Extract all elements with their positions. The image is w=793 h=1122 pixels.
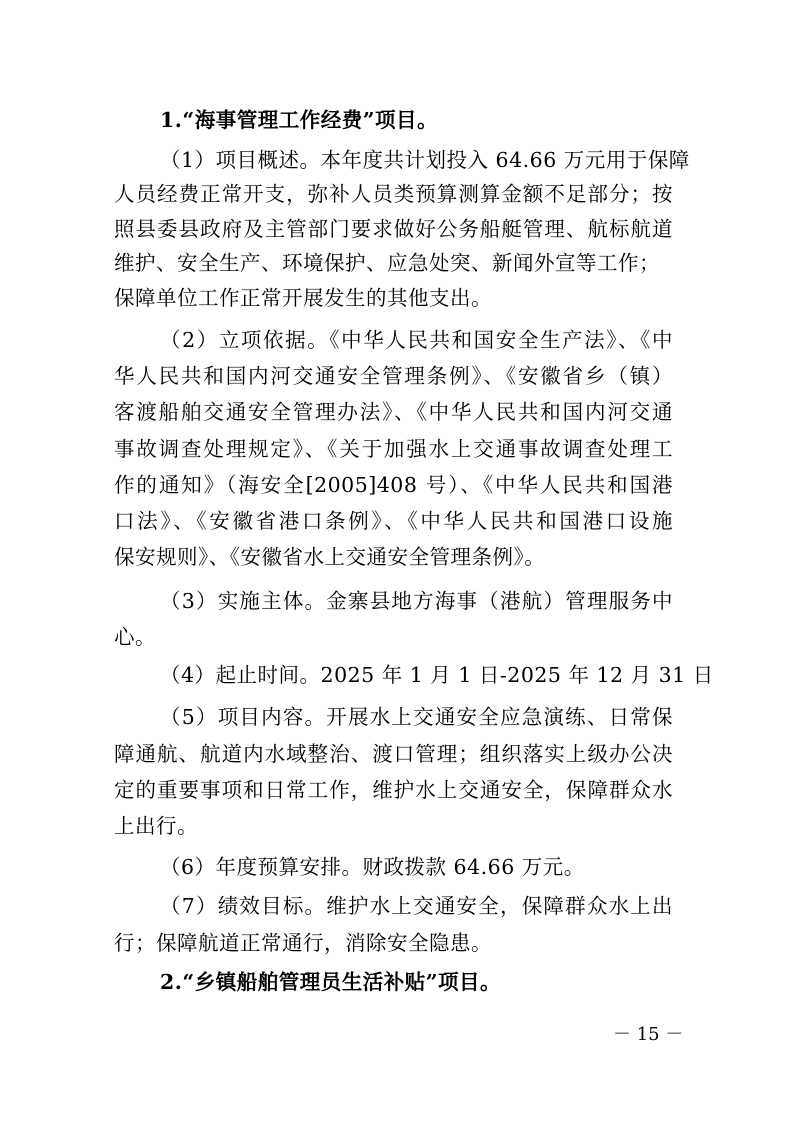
paragraph-2-line-5: 作的通知》（海安全[2005]408 号）、《中华人民共和国港 <box>114 473 673 497</box>
paragraph-6-line-1: （6）年度预算安排。财政拨款 64.66 万元。 <box>160 855 585 879</box>
paragraph-2-line-2: 华人民共和国内河交通安全管理条例》、《安徽省乡（镇） <box>114 364 673 388</box>
paragraph-5-line-1: （5）项目内容。开展水上交通安全应急演练、日常保 <box>160 705 673 729</box>
paragraph-5-line-2: 障通航、航道内水域整治、渡口管理；组织落实上级办公决 <box>114 742 673 766</box>
paragraph-5-line-4: 上出行。 <box>114 814 198 838</box>
paragraph-3-line-2: 心。 <box>114 625 156 649</box>
page-number: － 15 － <box>613 1024 684 1045</box>
paragraph-3-line-1: （3）实施主体。金寨县地方海事（港航）管理服务中 <box>160 589 673 613</box>
paragraph-2-line-1: （2）立项依据。《中华人民共和国安全生产法》、《中 <box>160 328 673 352</box>
paragraph-1-line-4: 维护、安全生产、环境保护、应急处突、新闻外宣等工作； <box>114 251 660 275</box>
paragraph-1-line-2: 人员经费正常开支，弥补人员类预算测算金额不足部分；按 <box>114 182 673 206</box>
paragraph-2-line-7: 保安规则》、《安徽省水上交通安全管理条例》。 <box>114 545 546 569</box>
paragraph-7-line-1: （7）绩效目标。维护水上交通安全，保障群众水上出 <box>160 894 673 918</box>
paragraph-7-line-2: 行；保障航道正常通行，消除安全隐患。 <box>114 931 492 955</box>
paragraph-2-line-3: 客渡船舶交通安全管理办法》、《中华人民共和国内河交通 <box>114 400 673 424</box>
paragraph-1-line-1: （1）项目概述。本年度共计划投入 64.66 万元用于保障 <box>160 148 690 172</box>
paragraph-1-line-3: 照县委县政府及主管部门要求做好公务船艇管理、航标航道 <box>114 217 673 241</box>
paragraph-5-line-3: 定的重要事项和日常工作，维护水上交通安全，保障群众水 <box>114 778 673 802</box>
paragraph-2-line-6: 口法》、《安徽省港口条例》、《中华人民共和国港口设施 <box>114 509 673 533</box>
section-heading-2: 2.“乡镇船舶管理员生活补贴”项目。 <box>160 970 501 994</box>
paragraph-1-line-5: 保障单位工作正常开展发生的其他支出。 <box>114 286 492 310</box>
section-heading-1: 1.“海事管理工作经费”项目。 <box>160 108 438 132</box>
paragraph-4-line-1: （4）起止时间。2025 年 1 月 1 日-2025 年 12 月 31 日 <box>160 663 714 687</box>
paragraph-2-line-4: 事故调查处理规定》、《关于加强水上交通事故调查处理工 <box>114 437 673 461</box>
